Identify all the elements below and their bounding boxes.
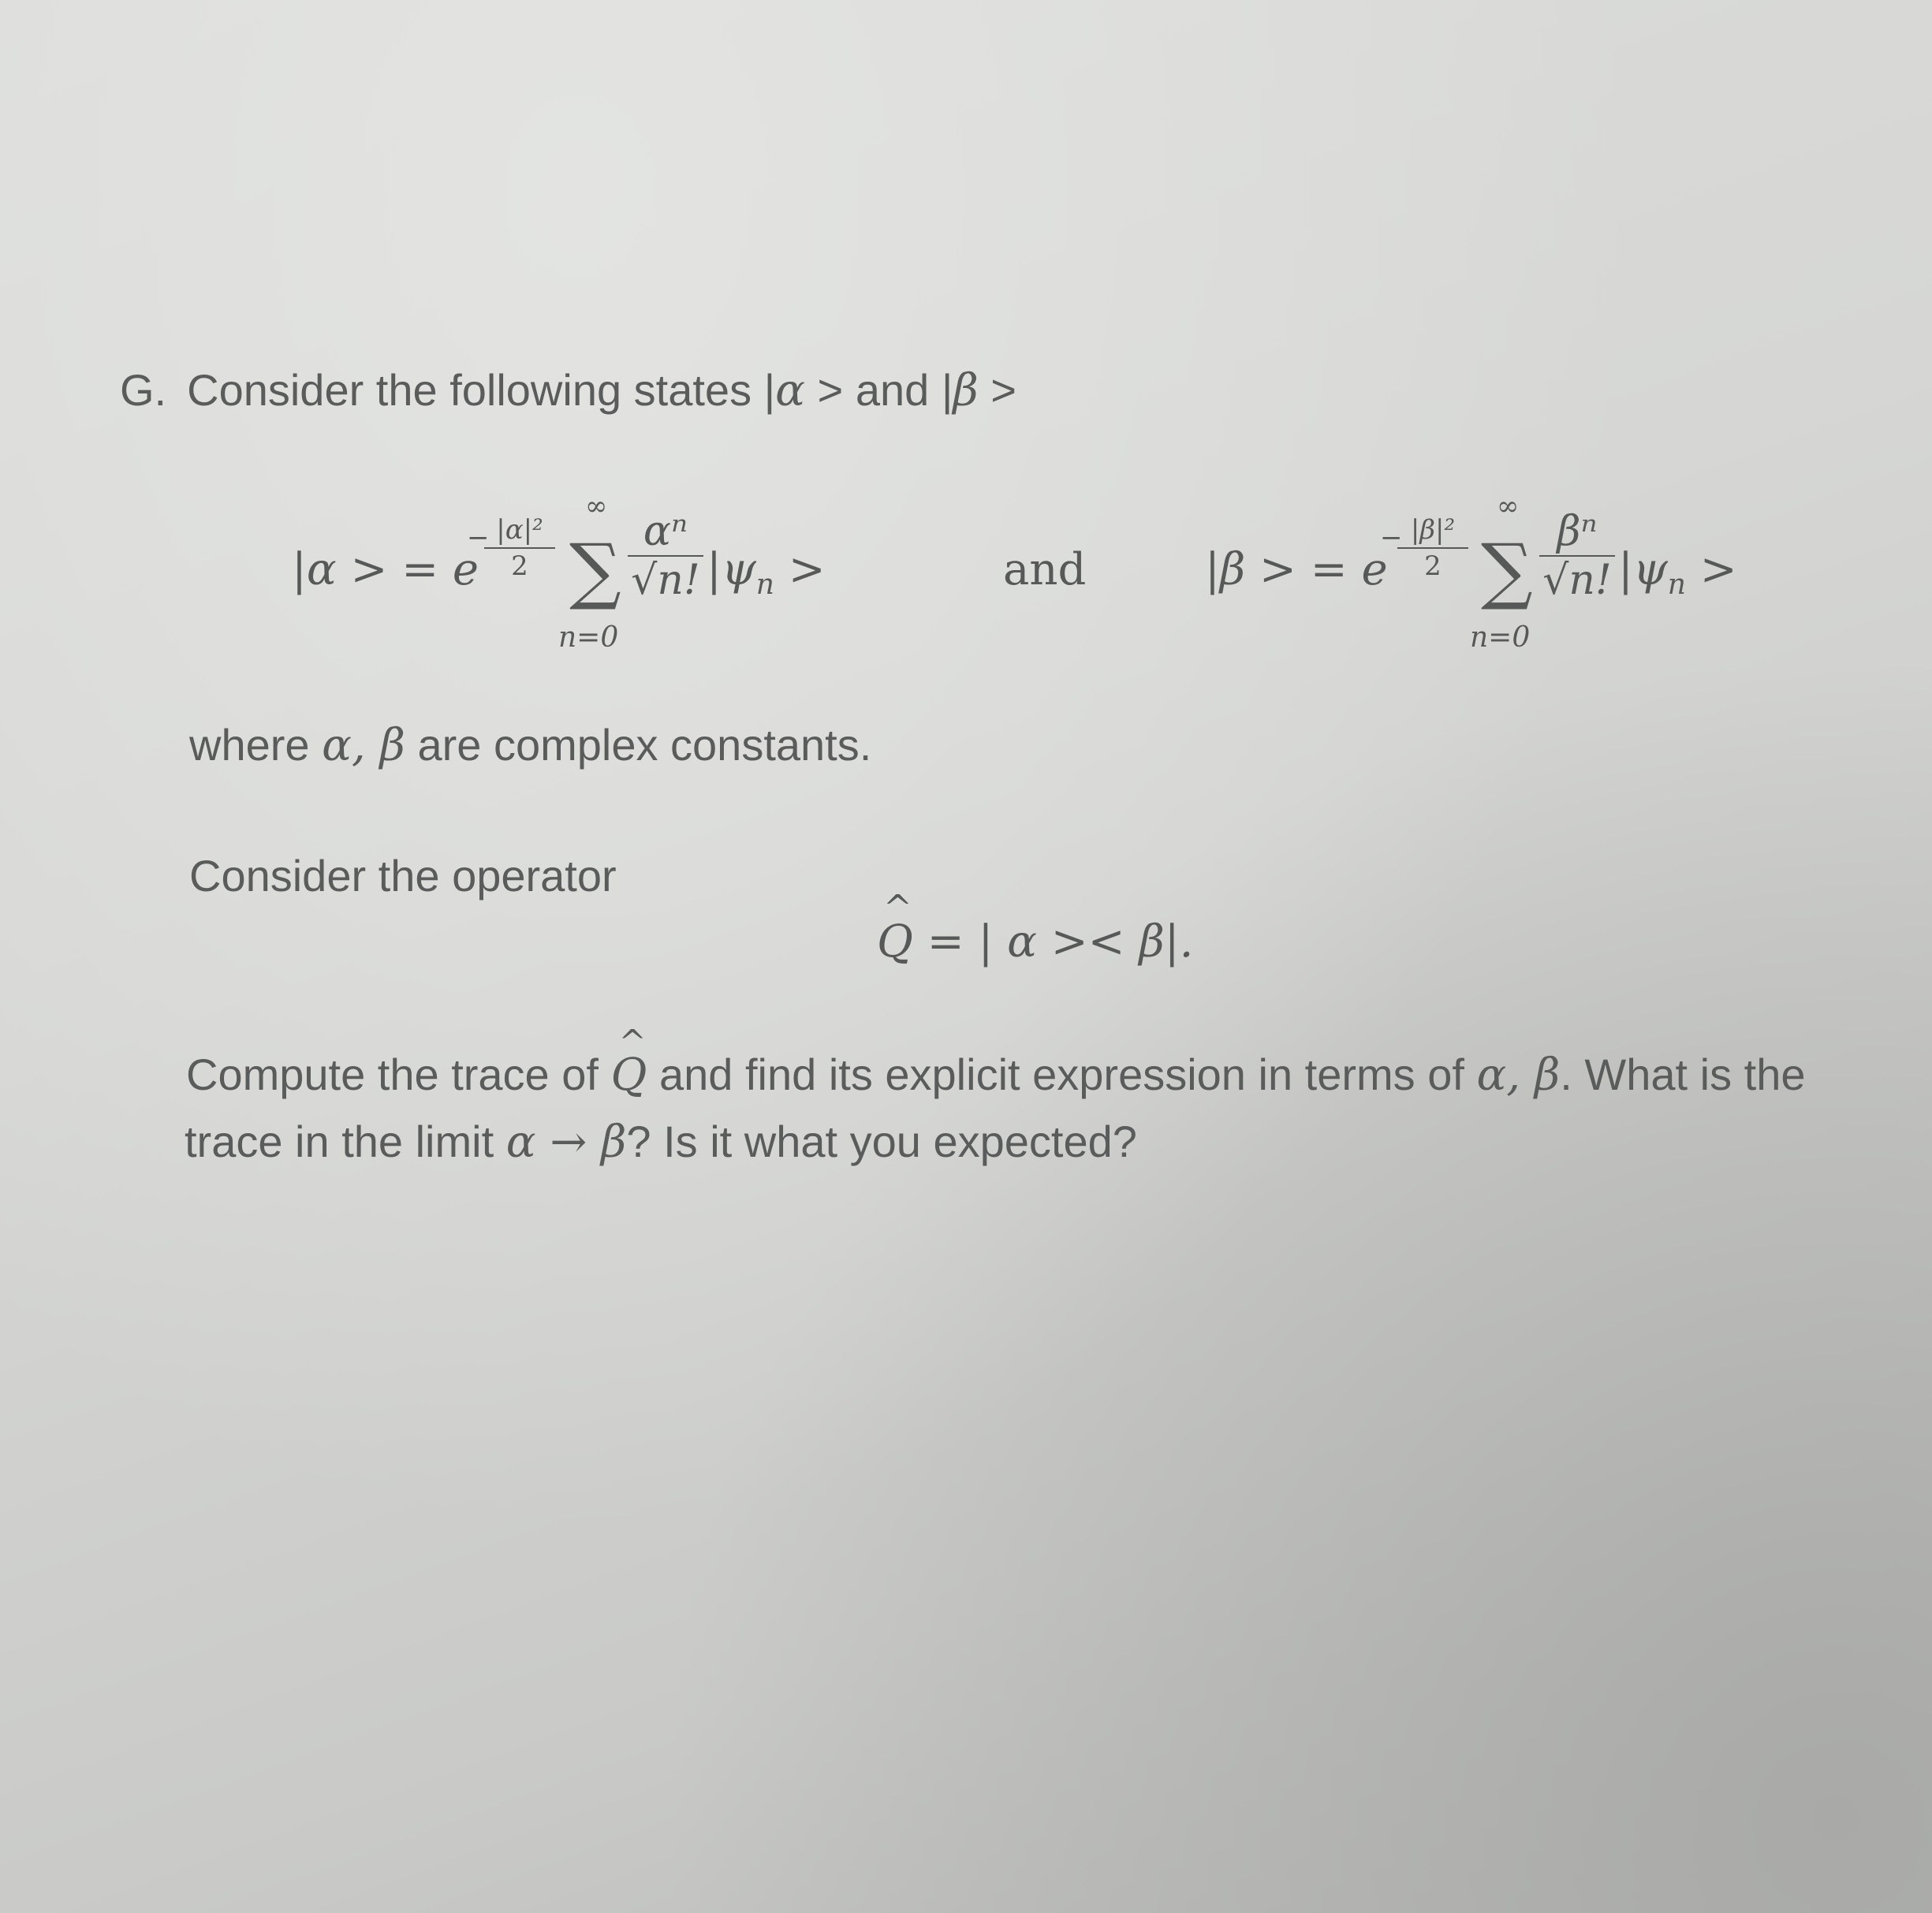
alpha-ket-psi: |ψ	[707, 544, 756, 595]
constants-note	[189, 719, 871, 771]
heading-text-c: >	[978, 365, 1016, 415]
beta-frac-numerator: βⁿ	[1539, 508, 1615, 557]
alpha-exp-denominator: 2	[511, 550, 528, 582]
operator-q-hat: ^ Q	[877, 916, 913, 968]
task2-text-a: trace in the limit	[185, 1117, 506, 1166]
problem-label: G.	[120, 365, 167, 415]
alpha-sum-sigma: ∑	[569, 528, 621, 613]
beta-exp-numerator: |β|²	[1397, 514, 1468, 549]
beta-fraction	[1539, 508, 1615, 604]
problem-heading	[120, 364, 1016, 416]
alpha-exp-numerator: |α|²	[484, 514, 555, 549]
heading-alpha: α	[775, 365, 805, 416]
alpha-state-equation	[292, 473, 844, 678]
alpha-fraction	[628, 508, 703, 604]
alpha-frac-denominator: √n!	[631, 557, 700, 604]
where-vars: α, β	[322, 720, 405, 771]
task-line-2	[185, 1116, 1137, 1168]
beta-exp-minus: −	[1380, 522, 1403, 554]
alpha-sum-lower: n=0	[558, 621, 619, 654]
alpha-ket-close: >	[774, 544, 826, 595]
task1-text-a: Compute the trace of	[186, 1050, 611, 1099]
beta-exponent	[1397, 514, 1468, 582]
operator-equation	[877, 916, 1193, 968]
beta-ket-sub: n	[1667, 569, 1686, 602]
beta-sum-upper: ∞	[1497, 490, 1520, 522]
beta-sum-lower: n=0	[1470, 621, 1531, 654]
task1-q-hat: ^ Q	[611, 1050, 647, 1101]
alpha-ket-sub: n	[755, 569, 774, 602]
and-connector: and	[1003, 544, 1087, 595]
alpha-frac-numerator: αⁿ	[628, 508, 703, 557]
task1-text-c: . What is the	[1560, 1050, 1806, 1099]
heading-text-a: Consider the following states |	[187, 365, 776, 415]
heading-text-b: > and |	[805, 365, 953, 415]
beta-frac-denominator: √n!	[1542, 557, 1612, 604]
beta-exp-denominator: 2	[1424, 550, 1442, 582]
beta-ket	[1618, 544, 1737, 601]
beta-ket-close: >	[1685, 544, 1737, 595]
alpha-ket	[707, 544, 826, 601]
task2-limit: α → β	[505, 1117, 627, 1168]
task1-vars: α, β	[1476, 1050, 1561, 1101]
beta-state-equation	[1205, 473, 1757, 678]
beta-ket-psi: |ψ	[1618, 544, 1668, 595]
alpha-exponent	[484, 514, 555, 582]
operator-definition: = | α >< β|.	[912, 916, 1194, 968]
task2-text-b: ? Is it what you expected?	[626, 1117, 1137, 1166]
beta-lhs: |β > = e	[1205, 544, 1388, 595]
alpha-lhs: |α > = e	[292, 544, 479, 595]
alpha-exp-minus: −	[467, 522, 490, 554]
operator-intro: Consider the operator	[189, 851, 617, 901]
beta-sum-sigma: ∑	[1481, 528, 1533, 613]
where-text-b: are complex constants.	[405, 720, 872, 770]
task1-text-b: and find its explicit expression in terms of	[647, 1050, 1477, 1099]
heading-beta: β	[953, 365, 979, 416]
alpha-sum-upper: ∞	[585, 490, 608, 522]
where-text-a: where	[189, 720, 323, 770]
task-line-1	[186, 1049, 1806, 1101]
